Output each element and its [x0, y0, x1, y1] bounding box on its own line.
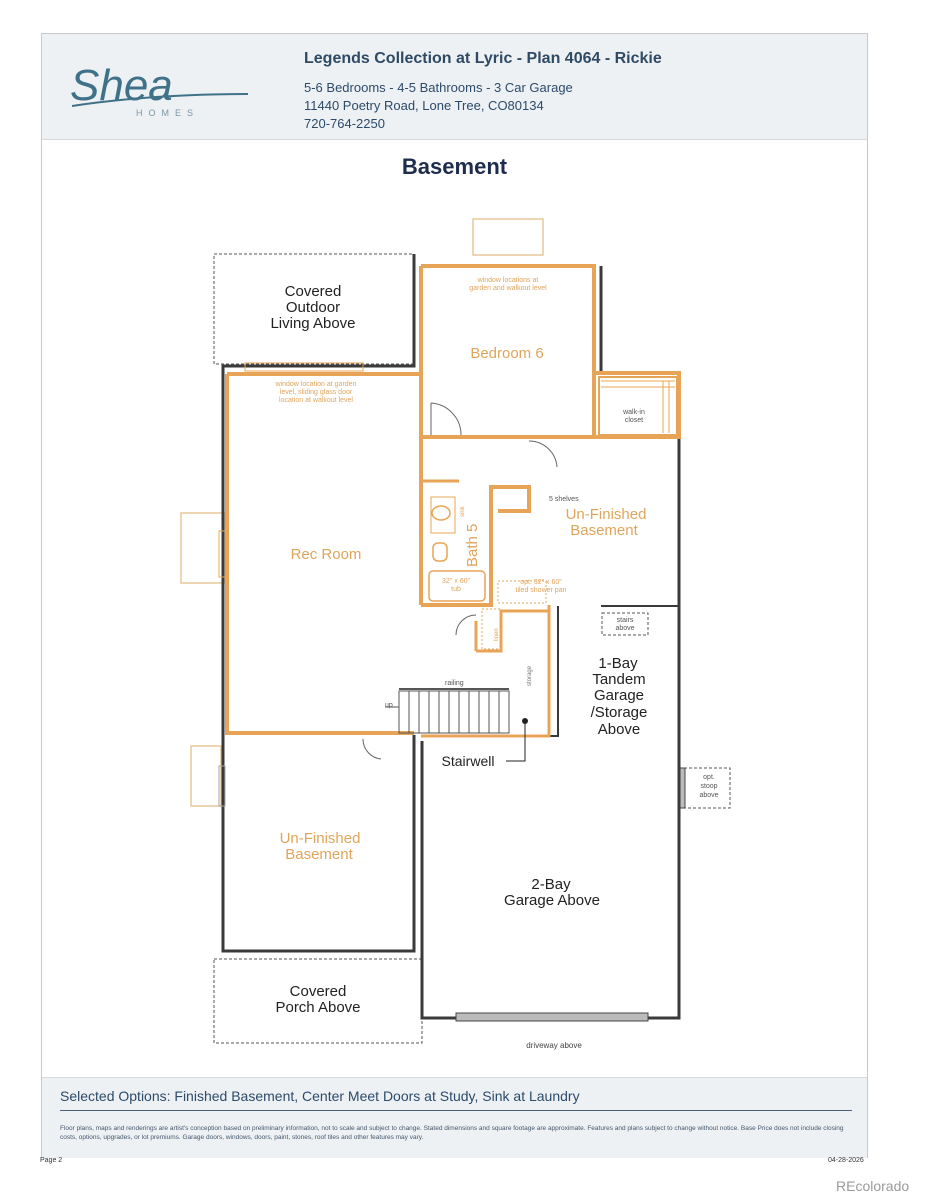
label-covered-outdoor-2: Outdoor	[285, 299, 341, 316]
note-stairs-above-1: stairs	[616, 617, 634, 624]
bay-window-left-1	[181, 513, 225, 583]
note-window-bed-2: garden and walkout level	[469, 285, 547, 292]
plan-title: Basement	[401, 154, 508, 179]
listing-phone: 720-764-2250	[304, 116, 385, 131]
label-bath: Bath 5	[464, 523, 481, 567]
label-tandem-4: /Storage	[590, 704, 648, 721]
note-stoop-1: opt.	[703, 774, 715, 781]
selected-options: Selected Options: Finished Basement, Center Meet Doors at Study, Sink at Laundry	[60, 1088, 580, 1104]
outer-wall	[223, 254, 679, 1018]
label-unfinished-left-1: Un-Finished	[279, 830, 361, 847]
logo-script: Shea	[70, 61, 173, 110]
logo-sub: HOMES	[136, 108, 200, 118]
document-sheet	[41, 33, 868, 1158]
note-vanity: sink	[460, 506, 466, 517]
garage-door	[456, 1013, 648, 1021]
label-tandem-2: Tandem	[592, 671, 646, 688]
document-date: 04-28-2026	[828, 1157, 864, 1164]
label-porch-1: Covered	[289, 983, 347, 1000]
label-rec-room: Rec Room	[290, 546, 362, 563]
note-window-rec-2: level, sliding glass door	[279, 389, 353, 396]
footer-rule	[60, 1110, 852, 1111]
note-shower-1: opt. 32" x 60"	[520, 579, 562, 586]
label-tandem-1: 1-Bay	[598, 655, 638, 672]
label-unfinished-right-2: Basement	[570, 522, 638, 539]
note-storage: storage	[527, 665, 533, 686]
label-garage-2: Garage Above	[504, 892, 600, 909]
stairs	[385, 689, 509, 733]
disclaimer: Floor plans, maps and renderings are artist's conception based on preliminary information, not to scale and subject to change. Stated dimensions and square footage are approximate. Features and plans subject to change without notice. Base Price does not include closing costs, options, upgrades, or lot premiums. Garage doors, windows, doors, paint, stones, roof tiles and other features may vary.	[60, 1125, 844, 1141]
page-number: Page 2	[40, 1157, 63, 1164]
note-shelves: 5 shelves	[549, 496, 579, 503]
note-tub-2: tub	[451, 586, 461, 593]
label-covered-outdoor-3: Living Above	[270, 315, 356, 332]
note-railing: railing	[445, 680, 464, 687]
note-walkin-2: closet	[624, 417, 644, 424]
label-tandem-5: Above	[597, 721, 641, 738]
note-linen: linen	[494, 628, 500, 641]
label-stairwell: Stairwell	[441, 753, 495, 769]
listing-address: 11440 Poetry Road, Lone Tree, CO80134	[304, 98, 544, 113]
note-driveway: driveway above	[526, 1041, 582, 1050]
floor-plan	[1, 1, 927, 1201]
note-tub-1: 32" x 60"	[442, 578, 470, 585]
label-porch-2: Porch Above	[275, 999, 361, 1016]
note-window-rec-1: window location at garden	[275, 381, 357, 388]
bay-window-left-2	[191, 746, 221, 806]
note-stoop-2: stoop	[700, 783, 718, 790]
note-up: up	[385, 702, 393, 709]
label-bedroom: Bedroom 6	[470, 345, 544, 362]
note-stairs-above-2: above	[615, 625, 635, 632]
watermark: REcolorado	[836, 1178, 910, 1194]
closet-shelving	[599, 377, 677, 435]
label-covered-outdoor-1: Covered	[284, 283, 342, 300]
note-walkin-1: walk-in	[623, 409, 645, 416]
listing-title: Legends Collection at Lyric - Plan 4064 - Rickie	[304, 50, 662, 67]
note-window-rec-3: location at walkout level	[279, 397, 353, 404]
footer-bar	[42, 1077, 867, 1158]
label-unfinished-left-2: Basement	[285, 846, 353, 863]
label-unfinished-right-1: Un-Finished	[565, 506, 647, 523]
note-window-bed-1: window locations at	[477, 277, 539, 284]
bay-window-top	[473, 219, 543, 255]
finished-wall-rec	[227, 374, 529, 733]
label-garage-1: 2-Bay	[531, 876, 571, 893]
label-tandem-3: Garage	[593, 687, 645, 704]
note-shower-2: tiled shower pan	[515, 587, 567, 594]
note-stoop-3: above	[699, 792, 719, 799]
listing-specs: 5-6 Bedrooms - 4-5 Bathrooms - 3 Car Garage	[304, 80, 573, 95]
